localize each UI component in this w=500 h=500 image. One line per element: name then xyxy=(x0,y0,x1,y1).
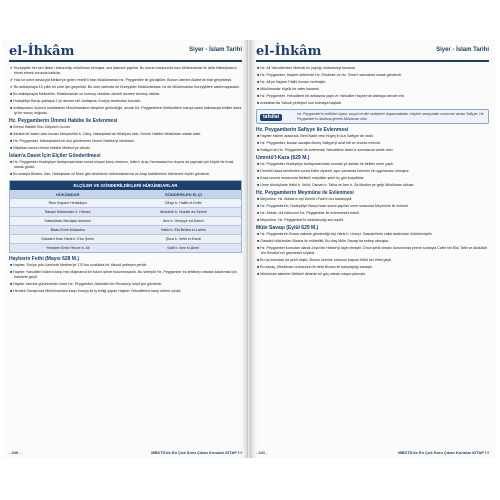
paragraph: ✔ Bu antlaşmaya 10 yıllık bir süre için geçerlidir. Bu süre zarfında ne Kureyşliler Müslümanlara, ne de Müslümanlar Kureyşlilere saldırmayacaktı. xyxy=(10,85,240,89)
section-heading: İslam'a Davet İçin Elçiler Gönderilmesi xyxy=(9,153,101,159)
bullet: ■ Hz. Peygamber Hudeybiye Antlaşması'ndan sonra oluşan barış ortamını, İslâm'ı Arap Yarımadası'nın dışına da yaymak için büyük bir fırsat olarak gördü. xyxy=(10,160,234,169)
bullet: ■ Hayber esirleri arasında, Beni Nadîr reisi Huyey'in kızı Safiyye de vardı. xyxy=(257,134,374,139)
right-page xyxy=(250,40,495,458)
bullet: ■ Hz. Peygamber Hudeybiye Antlaşması'ndan sonraki yıl ashâbı ile birlikte umre yaptı. xyxy=(257,162,395,167)
table-cell: Bizan Emiri Mukavkıs xyxy=(50,227,85,232)
bullet: ■ Antlaşmanın üçüncü maddesinin Müslümanların aleyhine göründüğü, ancak Hz. Peygamberin Mekkelilerin barışa sadık kalmasıyla birlikte daha iyi bir sonuç doğurdu. xyxy=(10,106,242,115)
bullet: ■ Meymûne, Hz. Abbas'ın eşi Ümmü'l-Fadl'ın kız kardeşiydi. xyxy=(257,197,353,202)
bullet: ■ Hudeybiye Barışı yaklaşık 2 yıl devam etti. Antlaşma, Kureyş tarafından bozuldu. xyxy=(10,99,142,103)
section-heading: Hayberin Fethi (Mayıs 628 M.) xyxy=(9,256,80,262)
table-row xyxy=(10,216,241,225)
section-title: Siyer - İslam Tarihi xyxy=(189,47,242,53)
table-row xyxy=(10,225,241,234)
page-footer xyxy=(256,450,489,455)
bullet: ■ Umretü'l-kaza kendinden sonra Kâbe ziyareti, aynı zamanda ümrenin ilk uygulaması olmuştur. xyxy=(257,169,410,174)
bullet: ■ Hayber, Suriye yolu üzerinde Medine'ye 170 km uzaklıkta bir Yahudi yerleşim yeridir. xyxy=(10,263,148,267)
bullet: ■ Safiyye'nin Hz. Peygamber ile evlenmesi Yahudilerin İslâm'a ısınmasına vesile oldu. xyxy=(257,148,394,153)
section-heading: Umretü'l-Kaza (629 M.) xyxy=(256,155,310,162)
bullet: ■ Hayber üzerine yürünmeden önce Hz. Peygamber, Abdullah bin Revaha'yı keşif için gönderdi. xyxy=(10,282,163,286)
bullet: ■ Hz. Peygamber, Yahudilerle bir antlaşma yaptı ve Yahudiler Hayber'de kalmaya devam etti. xyxy=(257,94,405,98)
bullet: ■ Müslümanlar büyük bir zafer kazandı. xyxy=(257,87,320,91)
tafsilat-text: Hz. Peygamber'in evlilikleri siyasi, sosyal ve dini sebeplere dayanmaktadır. Hayber savaşından sonra esir alınan Safiyye, Hz. Peygamber'in nikahına girerek Müslüman oldu. xyxy=(297,112,485,121)
left-page xyxy=(3,40,248,458)
bullet: ■ Hendek Savaşı'nda Müslümanlara karşı Kureyş ile iş birliği yapan Hayber Yahudilerine karşı sefere çıkıldı. xyxy=(10,289,182,293)
bullet: ■ Gassânî hükümdarı Bizans ile müttefikti. Bu olay Mûte Savaşı'na sebep olmuştur. xyxy=(257,239,390,244)
section-heading: Hz. Peygamberin Ümmü Habibe ile Evlenmesi xyxy=(9,118,118,124)
bullet: ■ Nikahtan sonra Ümmü Habibe Medine'ye döndü. xyxy=(10,146,91,150)
brand-logo: el-İhkâm xyxy=(256,44,322,59)
bullet: ■ Bu üç komutan da şehit düştü. Bunun üzerine ordunun başına Hâlid bin Velid geçti. xyxy=(257,258,393,263)
paragraph: ✔ Kureyşliler her kim İslâm'ı kabul edip müslüman olmuşsa, ona işkence yaptılar. Bu durum karşısında bazı Müslümanlar ilk defa Habeşistan'a hicret etmek zorunda kaldılar. xyxy=(10,66,237,75)
bullet: ■ Hayber Yahudileri İslâm'a karşı hep düşmanca bir tutum içinde bulunmuşlardı. Bu sebeple Hz. Peygamber bu tehlikeyi ortadan kaldırmak için harekete geçti. xyxy=(10,270,237,279)
bullet: ■ Umre dönüşünde Hâlid b. Velîd, Osman b. Talha ve Amr b. Âs Medine'ye gelip Müslüman oldular. xyxy=(257,183,415,188)
bullet: ■ Hz. Ali Yahudilerden Merhab ile yaptığı mübarezeyi kazandı. xyxy=(257,66,356,70)
bullet: ■ Akraba bir adam olan kocası Ubeydullah b. Cahş, Habeşistan'da Hristiyan oldu. Ümmü Habibe Müslüman olarak kaldı. xyxy=(10,132,202,136)
bullet: ■ Arabistan'da Yahudi yerleşimi son bulmaya başladı. xyxy=(257,101,343,105)
table-cell: Sasani Hükümdarı II. Hüsrev xyxy=(44,209,91,214)
table-row xyxy=(10,198,241,207)
bullet: ■ Bu amaçla Bizans, İran, Habeşistan ve Mısır gibi devletlerin hükümdarlarına ve Arap kabilelerinin liderlerine elçiler gönderdi. xyxy=(10,172,210,176)
book-spine xyxy=(247,40,251,458)
page-body xyxy=(9,66,242,444)
page-body xyxy=(256,66,489,444)
bullet: ■ Kaza umresi esnasında Mekkeli müşrikler şehri üç gün boşalttılar. xyxy=(257,176,365,181)
table-header xyxy=(10,190,241,198)
bullet: ■ Hz. Abbâs, dul bıldızının Hz. Peygamber ile evlenmesini istedi. xyxy=(257,211,360,216)
table-row xyxy=(10,243,241,252)
bullet: ■ Hz. Peygamber komutan olarak Zeyd bin Hârise'yi tayin etmiştir. Onun şehit olması durumunda yerine sırasıyla Cafer bin Ebu Talib ve Abdullah bin Revaha'nın geçmesini söyledi. xyxy=(257,246,488,256)
table-row xyxy=(10,234,241,243)
book-title: MBSTS'de En Çok Soru Çıkan Konular KİTAP !!! xyxy=(398,450,489,455)
bullet: ■ Hz. Peygamber'in, Hudeybiye Barışı'ndan sonra yapılan umre sırasında Meymûne ile evlendi. xyxy=(257,204,409,209)
tafsilat-tag: tafsilat xyxy=(260,114,282,121)
column-header: HÜKÜMDAR xyxy=(55,191,80,197)
section-heading: Hz. Peygamberin Safiyye ile Evlenmesi xyxy=(256,127,349,134)
table-cell: Yemâme Emîri Hevze b. Ali xyxy=(46,245,90,250)
bullet: ■ Hz. Peygamber, Habeşistan'a bir elçi göndererek Ümmü Habibe'yi nikahladı. xyxy=(10,139,135,143)
section-title: Siyer - İslam Tarihi xyxy=(436,47,489,53)
bullet: ■ Hz. Ali'ye Hayber Fâtihi ünvanı verilmiştir. xyxy=(257,80,326,84)
book-title: MBSTS'de En Çok Soru Çıkan Konular KİTAP !!! xyxy=(151,450,242,455)
bullet: ■ Ümmü Habibe Ebu Süfyan'ın kızıdır. xyxy=(10,125,71,129)
table-cell: Dihye b. Halife el-Kelbi xyxy=(165,200,202,205)
section-heading: Hz. Peygamberin Meymûne ile Evlenmesi xyxy=(256,190,354,197)
table-row xyxy=(10,207,241,216)
page-number: - 240 - xyxy=(9,450,21,455)
bullet: ■ Bu savaş, Müslüman ordusunun ilk defa Bizans ile karşılaştığı savaştır. xyxy=(257,265,374,270)
bullet: ■ Hz. Peygamber, Hayber seferinde Hz. Ebubekir ve Hz. Ömer'i sancaktar olarak gönderdi. xyxy=(257,73,402,77)
bullet: ■ Hz. Peygamber, kocası savaşta ölmüş Safiyye'yi azat etti ve onunla evlendi. xyxy=(257,141,381,146)
table-cell: Habeşistan Necâşisi Ashame xyxy=(44,218,92,223)
table-title: ELÇİLER VE GÖNDERİLDİKLERİ HÜKÜMDARLAR xyxy=(10,181,241,190)
tafsilat-box xyxy=(256,109,489,124)
bullet: ■ Hz. Peygamber'in Busra valisine gönderdiği elçi Hâris b. Umeyr, Gassânîlerin valisi tarafından öldürülmüştür. xyxy=(257,232,433,237)
table-cell: Abdullah b. Huzafe es-Sehmi xyxy=(159,209,207,214)
header-rule xyxy=(9,60,242,62)
table-cell: Şüca b. Vehb el-Esedi xyxy=(165,236,201,241)
paragraph: ✔ Hac ve umre amacıyla Mekke'ye gelen Yesrib'li bazı Müslümanlar Hz. Peygamber ile görüştüler. Bunun üzerine Akabe'de biat gerçekleşti. xyxy=(10,78,233,82)
table-cell: Hatıb b. Ebi Beltea el-Lahmi xyxy=(160,227,206,232)
table-cell: Salît b. Amr el-Âmirî xyxy=(167,245,200,250)
column-header: GÖNDERİLEN ELÇİ xyxy=(164,191,202,197)
bullet: ■ Bu antlaşmayla Mekkeliler, Müslümanları ve kurmuş oldukları devleti resmen tanımış oldular. xyxy=(10,92,161,96)
table-cell: Rum Kayseri Herakliyus xyxy=(48,200,87,205)
page-number: - 241 - xyxy=(256,450,268,455)
section-heading: Mûte Savaşı (Eylül 629 M.) xyxy=(256,225,319,232)
brand-logo: el-İhkâm xyxy=(9,44,75,59)
table-cell: Amr b. Ümeyye ed-Damri xyxy=(162,218,204,223)
table-cell: Gassânî Kralı Haris b. Ebu Şemir xyxy=(41,236,95,241)
bullet: ■ Müslüman askerler Mekkeli dinamik bir güç olarak ortaya çıkmıştır. xyxy=(257,272,367,277)
envoys-table xyxy=(9,180,242,253)
page-footer xyxy=(9,450,242,455)
bullet: ■ Meymûne, Hz. Peygamber'in nikâhlandığı son eşidir. xyxy=(257,218,344,223)
header-rule xyxy=(256,60,489,62)
